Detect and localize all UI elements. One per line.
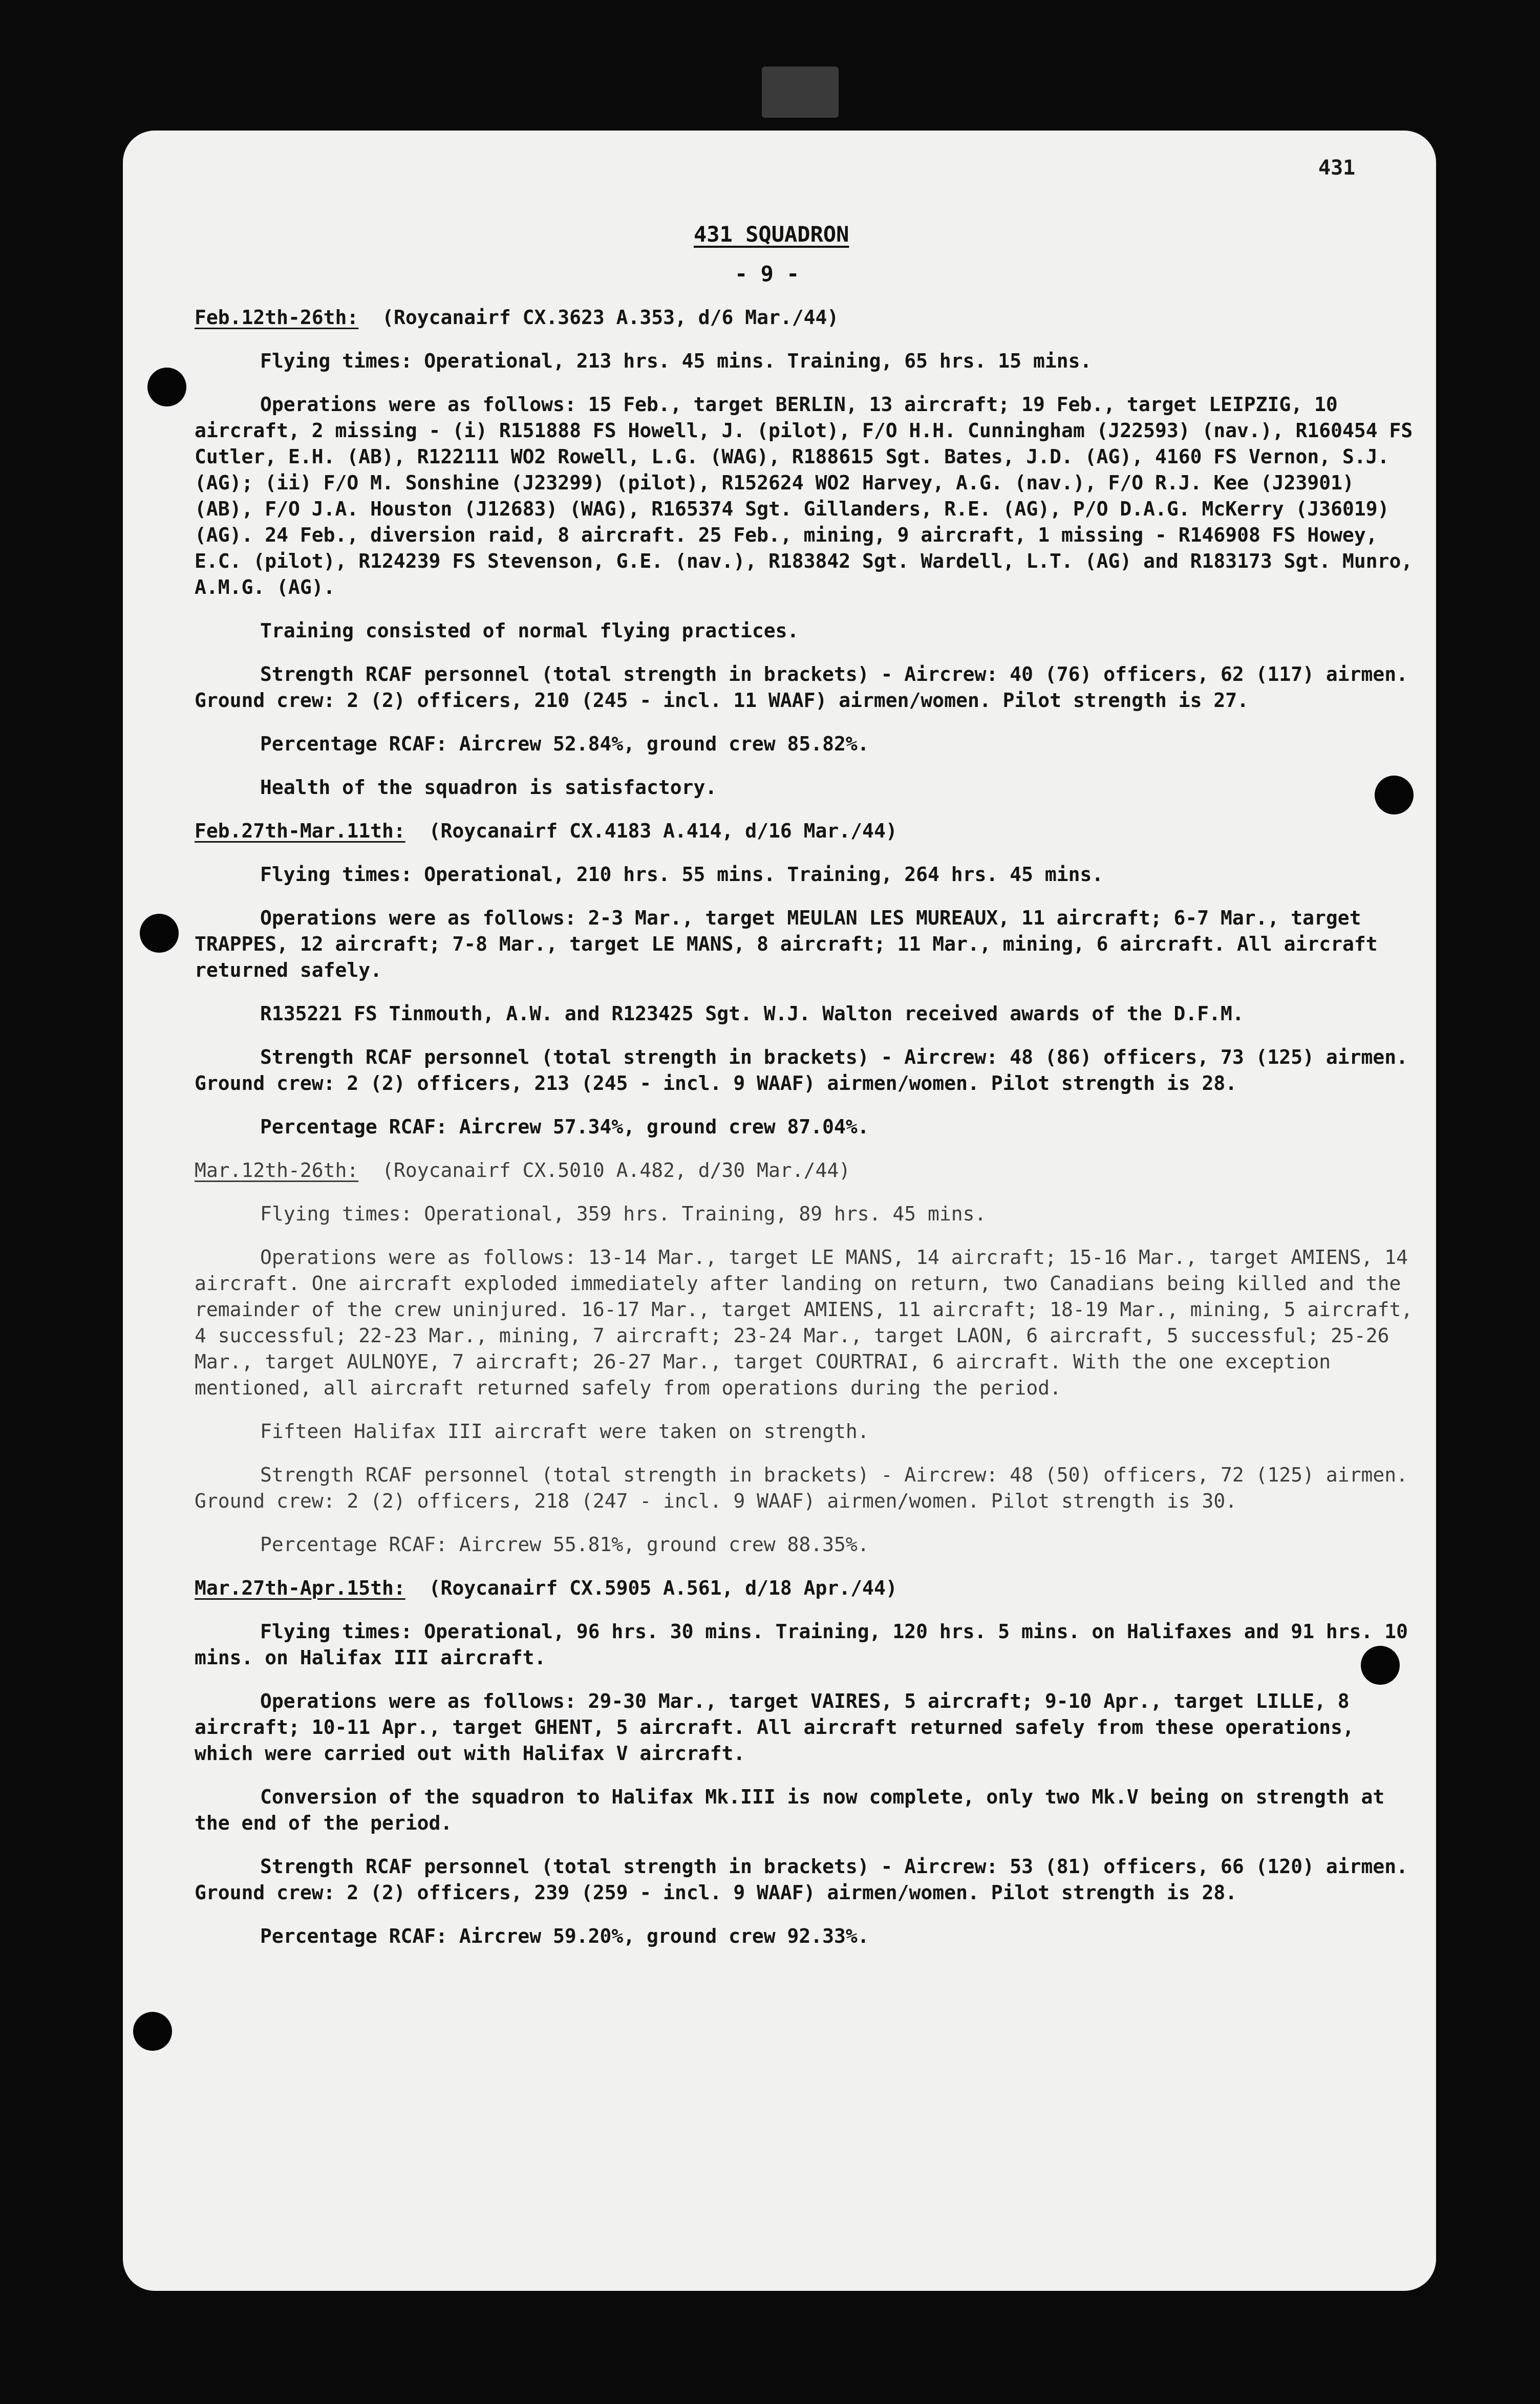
strength-paragraph: Strength RCAF personnel (total strength in brackets) - Aircrew: 40 (76) officers, 62 (117) airmen. Ground crew: 2 (2) officers, 210 (245 - incl. 11 WAAF) airmen/women. Pilot strength is 27.: [195, 663, 1408, 712]
strength-paragraph: Strength RCAF personnel (total strength in brackets) - Aircrew: 48 (86) officers, 73 (125) airmen. Ground crew: 2 (2) officers, 213 (245 - incl. 9 WAAF) airmen/women. Pilot strength is 28.: [195, 1046, 1408, 1094]
conversion-paragraph: Conversion of the squadron to Halifax Mk.III is now complete, only two Mk.V being on strength at the end of the period.: [195, 1786, 1385, 1834]
section-period: Feb.12th-26th:: [195, 306, 359, 329]
percentage-paragraph: Percentage RCAF: Aircrew 55.81%, ground crew 88.35%.: [260, 1533, 869, 1556]
section-period: Mar.12th-26th:: [195, 1159, 359, 1182]
operations-paragraph: Operations were as follows: 2-3 Mar., target MEULAN LES MUREAUX, 11 aircraft; 6-7 Mar., target TRAPPES, 12 aircraft; 7-8 Mar., target LE MANS, 8 aircraft; 11 Mar., mining, 6 aircraft. All aircraft returned safely.: [195, 907, 1378, 981]
operations-paragraph: Operations were as follows: 13-14 Mar., target LE MANS, 14 aircraft; 15-16 Mar., target AMIENS, 14 aircraft. One aircraft exploded immediately after landing on return, two Canadians being killed and the remainder of the crew uninjured. 16-17 Mar., target AMIENS, 11 aircraft; 18-19 Mar., mining, 5 aircraft, 4 successful; 22-23 Mar., mining, 7 aircraft; 23-24 Mar., target LAON, 6 aircraft, 5 successful; 25-26 Mar., target AULNOYE, 7 aircraft; 26-27 Mar., target COURTRAI, 6 aircraft. With the one exception mentioned, all aircraft returned safely from operations during the period.: [195, 1246, 1413, 1399]
document-page: [123, 131, 1436, 2291]
section-reference: (Roycanairf CX.5010 A.482, d/30 Mar./44): [382, 1159, 851, 1182]
page-number: 431: [1318, 156, 1356, 180]
section-period: Mar.27th-Apr.15th:: [195, 1577, 405, 1599]
strength-paragraph: Strength RCAF personnel (total strength in brackets) - Aircrew: 48 (50) officers, 72 (125) airmen. Ground crew: 2 (2) officers, 218 (247 - incl. 9 WAAF) airmen/women. Pilot strength is 30.: [195, 1464, 1408, 1512]
flying-times: Flying times: Operational, 210 hrs. 55 mins. Training, 264 hrs. 45 mins.: [260, 863, 1104, 886]
section-reference: (Roycanairf CX.5905 A.561, d/18 Apr./44): [429, 1577, 897, 1599]
punch-hole: [140, 914, 179, 953]
section-heading: [195, 305, 1413, 331]
report-section: [195, 305, 1413, 801]
operations-paragraph: Operations were as follows: 29-30 Mar., target VAIRES, 5 aircraft; 9-10 Apr., target LILLE, 8 aircraft; 10-11 Apr., target GHENT, 5 aircraft. All aircraft returned safely from these operations, which were carried out with Halifax V aircraft.: [195, 1690, 1354, 1765]
section-period: Feb.27th-Mar.11th:: [195, 820, 405, 842]
section-heading: [195, 818, 1413, 844]
percentage-paragraph: Percentage RCAF: Aircrew 59.20%, ground crew 92.33%.: [260, 1925, 869, 1947]
report-section: [195, 818, 1413, 1140]
flying-times: Flying times: Operational, 359 hrs. Training, 89 hrs. 45 mins.: [260, 1203, 987, 1225]
sheet-number: - 9 -: [735, 261, 800, 286]
flying-times: Flying times: Operational, 96 hrs. 30 mins. Training, 120 hrs. 5 mins. on Halifaxes and 91 hrs. 10 mins. on Halifax III aircraft.: [195, 1620, 1408, 1669]
film-leader-tab: [762, 67, 839, 118]
training-paragraph: Training consisted of normal flying practices.: [260, 619, 799, 642]
strength-paragraph: Strength RCAF personnel (total strength in brackets) - Aircrew: 53 (81) officers, 66 (120) airmen. Ground crew: 2 (2) officers, 239 (259 - incl. 9 WAAF) airmen/women. Pilot strength is 28.: [195, 1855, 1408, 1904]
awards-paragraph: R135221 FS Tinmouth, A.W. and R123425 Sgt. W.J. Walton received awards of the D.F.M.: [260, 1002, 1244, 1025]
health-paragraph: Health of the squadron is satisfactory.: [260, 776, 717, 799]
document-title: 431 SQUADRON: [694, 222, 849, 247]
section-reference: (Roycanairf CX.3623 A.353, d/6 Mar./44): [382, 306, 839, 329]
aircraft-paragraph: Fifteen Halifax III aircraft were taken on strength.: [260, 1420, 869, 1443]
percentage-paragraph: Percentage RCAF: Aircrew 52.84%, ground crew 85.82%.: [260, 733, 869, 755]
section-reference: (Roycanairf CX.4183 A.414, d/16 Mar./44): [429, 820, 897, 842]
operations-paragraph: Operations were as follows: 15 Feb., target BERLIN, 13 aircraft; 19 Feb., target LEIPZIG, 10 aircraft, 2 missing - (i) R151888 FS Howell, J. (pilot), F/O H.H. Cunningham (J22593) (nav.), R160454 FS Cutler, E.H. (AB), R122111 WO2 Rowell, L.G. (WAG), R188615 Sgt. Bates, J.D. (AG), 4160 FS Vernon, S.J. (AG); (ii) F/O M. Sonshine (J23299) (pilot), R152624 WO2 Harvey, A.G. (nav.), F/O R.J. Kee (J23901) (AB), F/O J.A. Houston (J12683) (WAG), R165374 Sgt. Gillanders, R.E. (AG), P/O D.A.G. McKerry (J36019) (AG). 24 Feb., diversion raid, 8 aircraft. 25 Feb., mining, 9 aircraft, 1 missing - R146908 FS Howey, E.C. (pilot), R124239 FS Stevenson, G.E. (nav.), R183842 Sgt. Wardell, L.T. (AG) and R183173 Sgt. Munro, A.M.G. (AG).: [195, 393, 1413, 598]
percentage-paragraph: Percentage RCAF: Aircrew 57.34%, ground crew 87.04%.: [260, 1115, 869, 1138]
punch-hole: [133, 2012, 172, 2051]
document-body: [195, 305, 1413, 1967]
section-heading: [195, 1575, 1413, 1601]
flying-times: Flying times: Operational, 213 hrs. 45 mins. Training, 65 hrs. 15 mins.: [260, 350, 1092, 372]
report-section: [195, 1157, 1413, 1558]
report-section: [195, 1575, 1413, 1949]
punch-hole: [147, 368, 186, 406]
section-heading: [195, 1157, 1413, 1184]
